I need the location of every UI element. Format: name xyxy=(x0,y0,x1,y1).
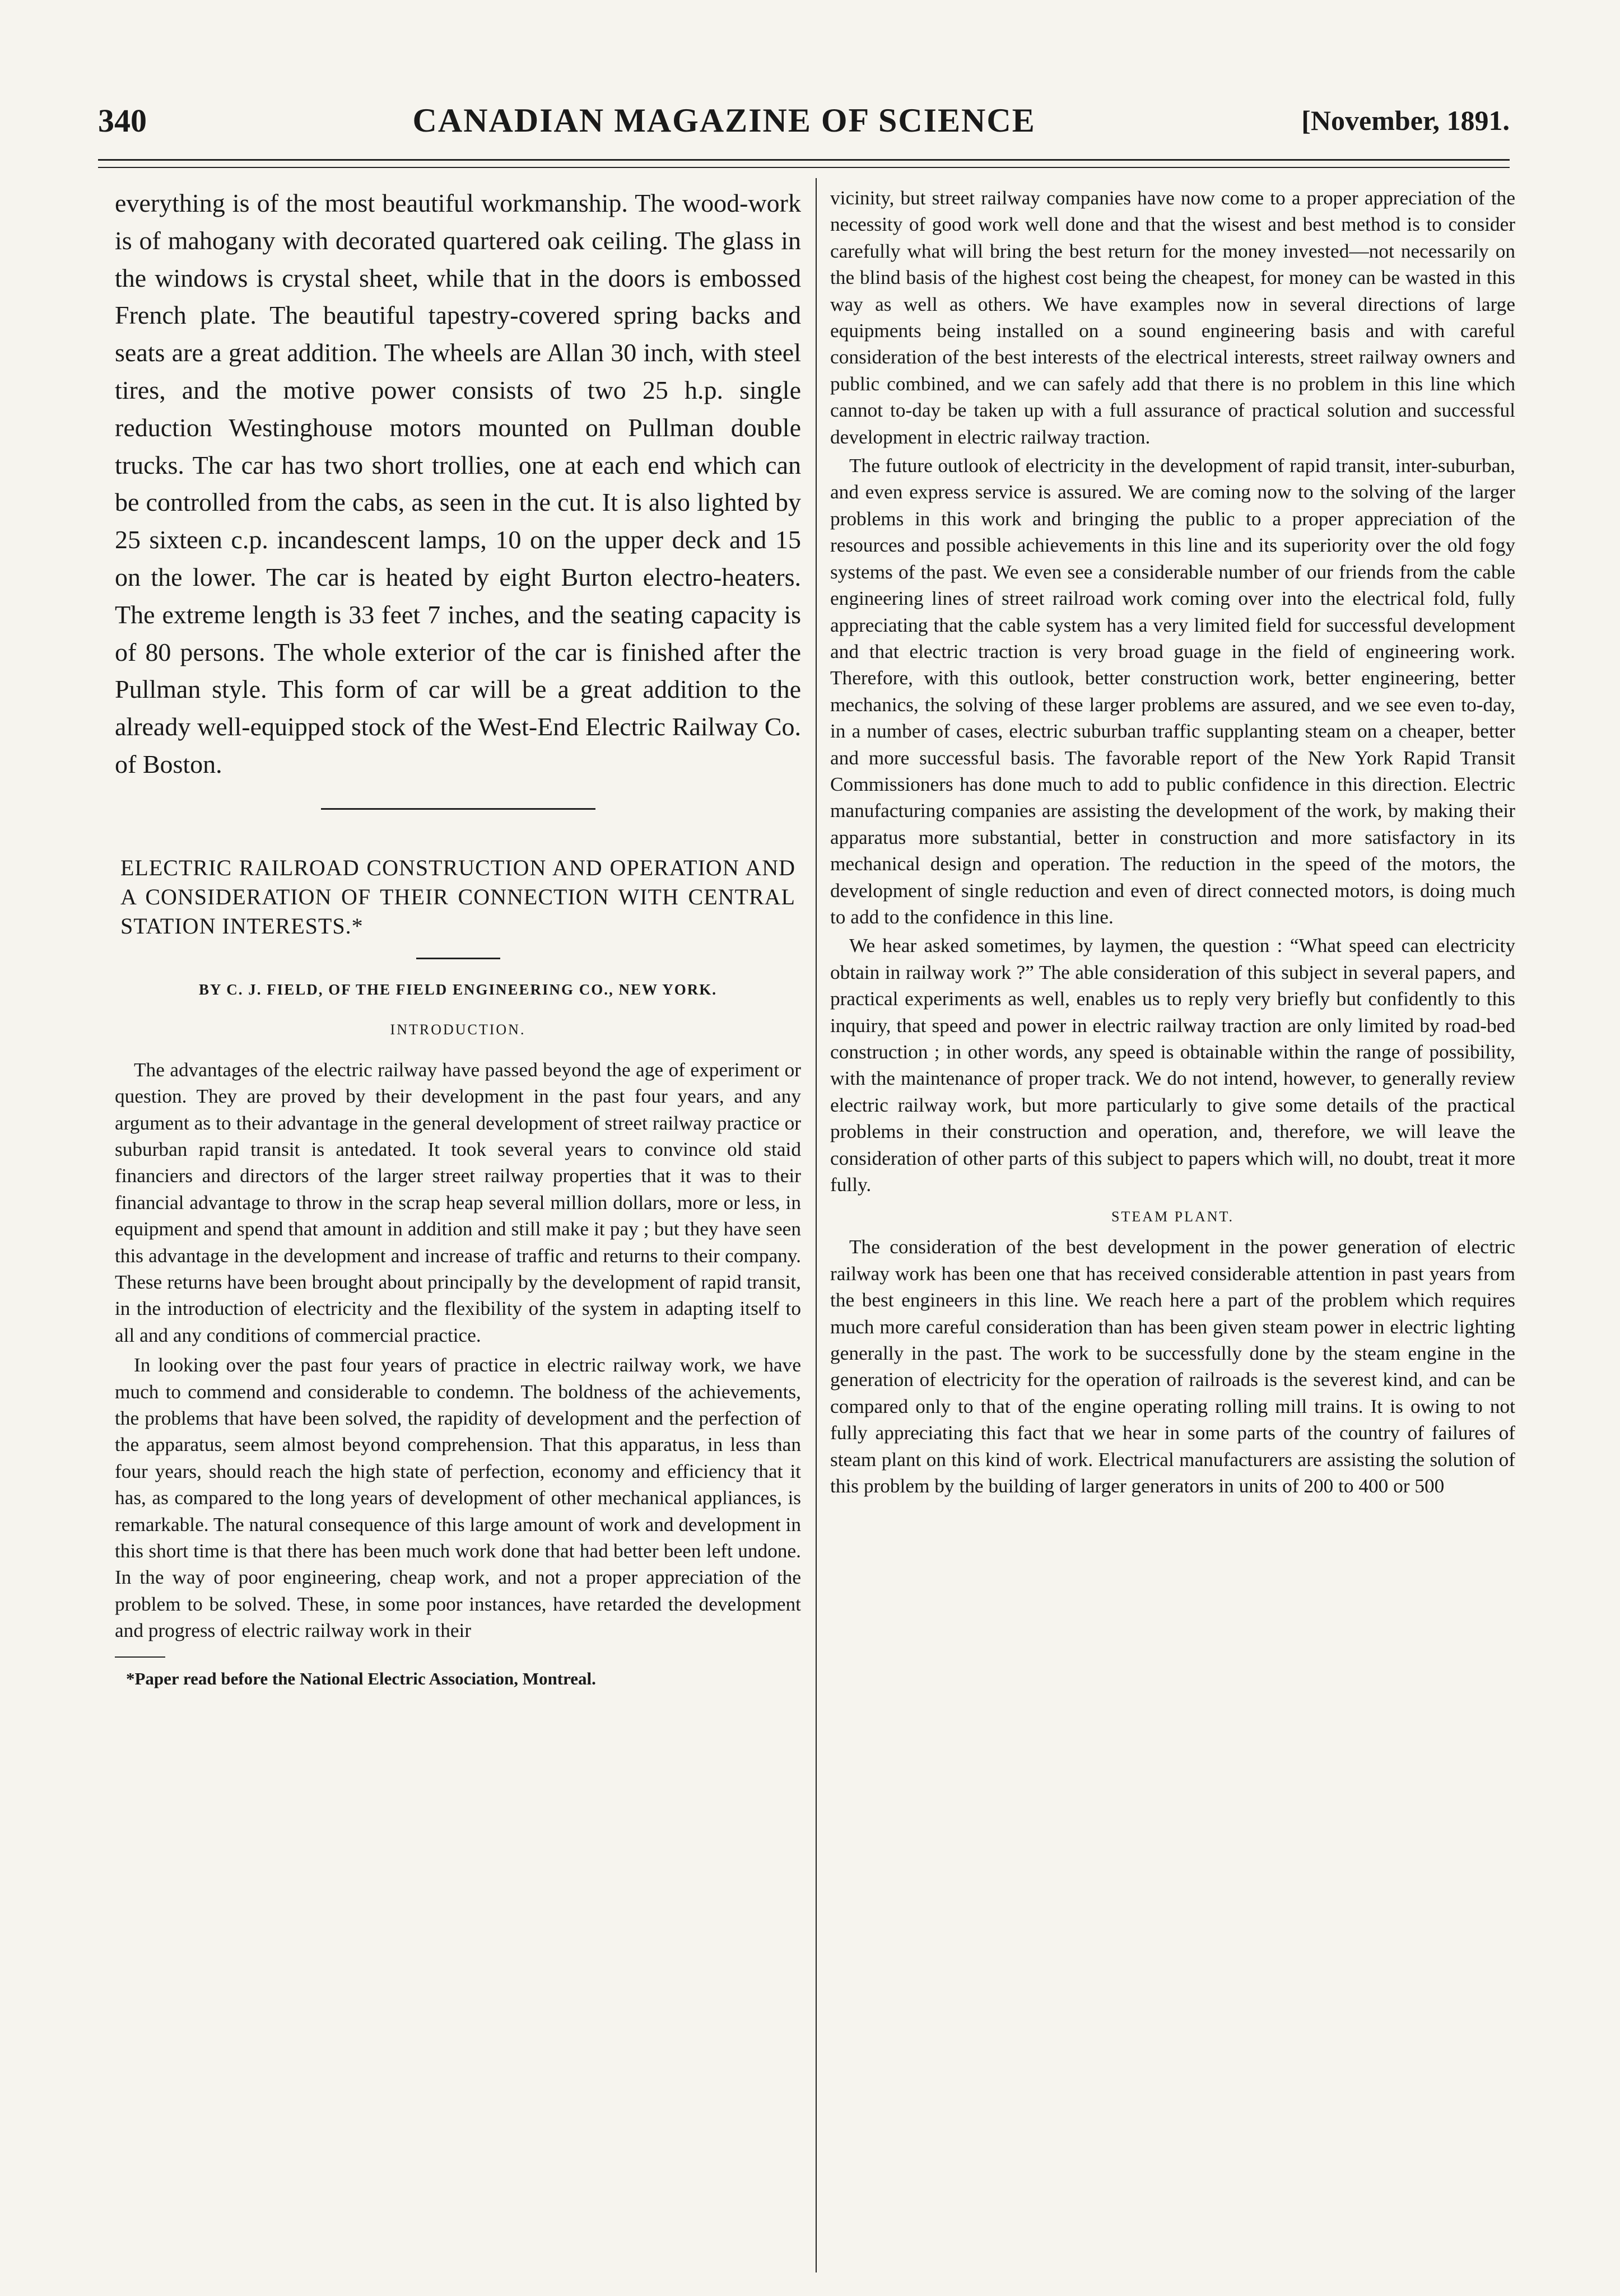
body-paragraph: The consideration of the best development in the power generation of electric railway work has been one that has received considerable attention in past years from the best engineers in this line. We reach here a part of the problem which requires much more careful consideration than has been given steam power in electric lighting generally in the past. The work to be successfully done by the steam engine in the generation of electricity for the operation of railroads is the severest kind, and can be compared only to that of the engine operating rolling mill trains. It is owing to not fully appreciating this fact that we hear in some parts of the country of failures of steam plant on this kind of work. Electrical manufacturers are assisting the solution of this problem by the building of larger generators in units of 200 to 400 or 500 xyxy=(830,1236,1515,1497)
body-paragraph: In looking over the past four years of practice in electric railway work, we have much to commend and considerable to condemn. The boldness of the achievements, the problems that have been solved, the rapidity of development and the perfection of the apparatus, seem almost beyond comprehension. That this apparatus, in less than four years, should reach the high state of perfection, economy and efficiency that it has, as compared to the long years of development of other mechanical appliances, is remarkable. The natural consequence of this large amount of work and development in this short time is that there has been much work done that had better been left undone. In the way of poor engineering, cheap work, and not a proper appreciation of the problem to be solved. These, in some poor instances, have retarded the development and progress of electric railway work in their xyxy=(115,1354,801,1642)
magazine-title: CANADIAN MAGAZINE OF SCIENCE xyxy=(412,101,1036,139)
body-paragraph: The advantages of the electric railway have passed beyond the age of experiment or question. They are proved by their development in the past four years, and any argument as to their advantage in the general development of street railway practice or suburban rapid transit is antedated. It took several years to convince old staid financiers and directors of the larger street railway properties that it was to their financial advantage to throw in the scrap heap several million dollars, more or less, in equipment and spend that amount in addition and still make it pay ; but they have seen this advantage in the development and increase of traffic and returns to their company. These returns have been brought about principally by the development of rapid transit, in the introduction of electricity and the flexibility of the system in adapting itself to all and any conditions of commercial practice. xyxy=(115,1058,801,1346)
footnote-rule xyxy=(115,1656,165,1658)
header-rule-top xyxy=(98,159,1510,161)
body-paragraph: vicinity, but street railway companies have now come to a proper appreciation of the necessity of good work well done and that the wisest and best method is to consider carefully what will bring the best return for the money invested—not necessarily on the blind basis of the highest cost being the cheapest, for money can be wasted in this way as well as others. We have examples now in several directions of large equipments being installed on a sound engineering basis and with careful consideration of the best interests of the electrical interests, street railway owners and public combined, and we can safely add that there is no problem in this line which cannot to-day be taken up with a full assurance of practical solution and successful development in electric railway traction. xyxy=(830,187,1515,448)
page-number: 340 xyxy=(98,102,147,139)
body-paragraph: We hear asked sometimes, by laymen, the question : “What speed can electricity obtain in railway work ?” The able consideration of this subject in several papers, and practical experiments as well, enables us to reply very briefly but confidently to this inquiry, that speed and power in electric railway traction are only limited by road-bed construction ; in other words, any speed is obtainable within the range of possibility, with the maintenance of proper track. We do not intend, however, to generally review electric railway work, but more particularly to give some details of the practical problems in their construction and operation, and, therefore, we will leave the consideration of other parts of this subject to papers which will, no doubt, treat it more fully. xyxy=(830,935,1515,1196)
title-rule xyxy=(416,958,500,959)
running-header xyxy=(98,98,1510,143)
header-rule-bottom xyxy=(98,167,1510,168)
section-heading-steam-plant: STEAM PLANT. xyxy=(1111,1208,1234,1225)
body-paragraph: The future outlook of electricity in the development of rapid transit, inter-suburban, and even express service is assured. We are coming now to the solving of the larger problems in this work and bringing the public to a proper appreciation of the resources and possible achievements in this line and its superiority over the old fogy systems of the past. We even see a considerable number of our friends from the cable engineering lines of street railroad work coming over into the electrical fold, fully appreciating that the cable system has a very limited field for successful development and that electric traction is very broad guage in the field of engineering work. Therefore, with this outlook, better construction work, better engineering, better mechanics, the solving of these larger problems are assured, and we see even to-day, in a number of cases, electric suburban traffic supplanting steam on a cheaper, better and more successful basis. The favorable report of the New York Rapid Transit Commissioners has done much to add to public confidence in this direction. Electric manufacturing companies are assisting the development of the work, by making their apparatus more substantial, better in construction and more satisfactory in its mechanical design and operation. The reduction in the speed of the motors, the development of single reduction and even of direct connected motors, is doing much to add to the confidence in this line. xyxy=(830,455,1515,928)
issue-date: [November, 1891. xyxy=(1301,105,1510,136)
byline: BY C. J. FIELD, OF THE FIELD ENGINEERING CO., NEW YORK. xyxy=(198,981,718,998)
column-divider xyxy=(816,178,817,2272)
section-heading-introduction: INTRODUCTION. xyxy=(390,1021,526,1038)
left-column xyxy=(115,185,801,1690)
continued-paragraph: everything is of the most beautiful workmanship. The wood-work is of mahogany with decorated quartered oak ceiling. The glass in the windows is crystal sheet, while that in the doors is embossed French plate. The beautiful tapestry-covered spring backs and seats are a great addition. The wheels are Allan 30 inch, with steel tires, and the motive power consists of two 25 h.p. single reduction Westinghouse motors mounted on Pullman double trucks. The car has two short trollies, one at each end which can be controlled from the cabs, as seen in the cut. It is also lighted by 25 sixteen c.p. incandescent lamps, 10 on the upper deck and 15 on the lower. The car is heated by eight Burton electro-heaters. The extreme length is 33 feet 7 inches, and the seating capacity is of 80 persons. The whole exterior of the car is finished after the Pullman style. This form of car will be a great addition to the already well-equipped stock of the West-End Electric Railway Co. of Boston. xyxy=(115,189,801,778)
article-separator-rule xyxy=(321,808,595,810)
right-column xyxy=(830,185,1515,1500)
footnote: *Paper read before the National Electric Association, Montreal. xyxy=(126,1668,596,1688)
article-title: ELECTRIC RAILROAD CONSTRUCTION AND OPERATION AND A CONSIDERATION OF THEIR CONNECTION WITH CENTRAL STATION INTERESTS.* xyxy=(120,855,795,939)
